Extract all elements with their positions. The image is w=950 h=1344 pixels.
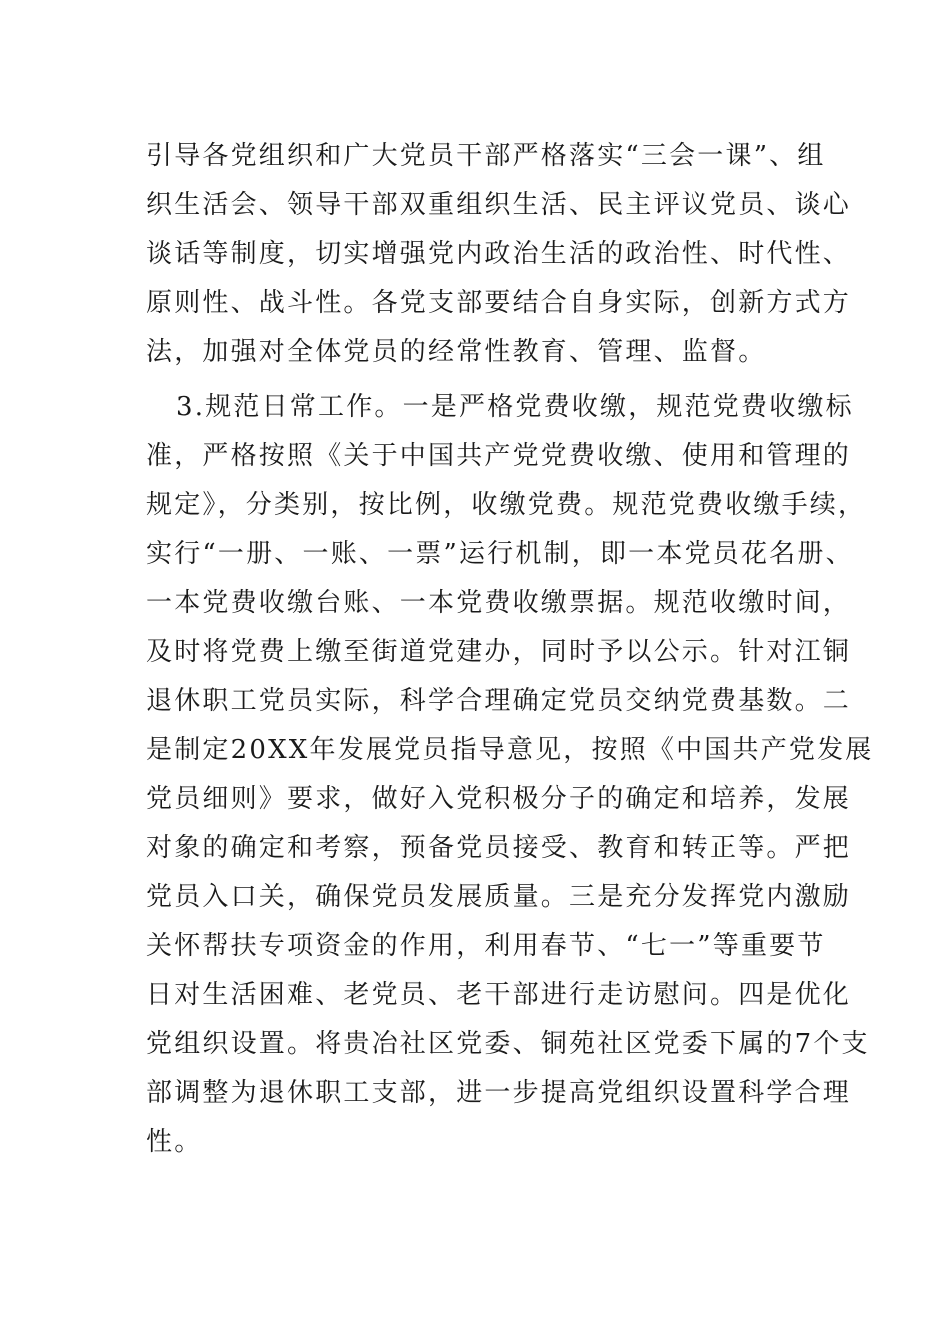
text-line: 谈话等制度，切实增强党内政治生活的政治性、时代性、	[146, 239, 852, 269]
paragraph-1	[146, 132, 852, 377]
text-line: 党员细则》要求，做好入党积极分子的确定和培养，发展	[146, 784, 852, 814]
text-line: 原则性、战斗性。各党支部要结合自身实际，创新方式方	[146, 288, 852, 318]
paragraph-2	[146, 383, 874, 1167]
text-line: 党组织设置。将贵冶社区党委、铜苑社区党委下属的7个支	[146, 1029, 870, 1059]
text-line: 法，加强对全体党员的经常性教育、管理、监督。	[146, 337, 767, 367]
text-line: 对象的确定和考察，预备党员接受、教育和转正等。严把	[146, 833, 852, 863]
text-line: 3.规范日常工作。一是严格党费收缴，规范党费收缴标	[176, 392, 854, 422]
text-line: 党员入口关，确保党员发展质量。三是充分发挥党内激励	[146, 882, 852, 912]
document-body	[146, 132, 874, 1167]
text-line: 性。	[146, 1127, 203, 1157]
text-line: 织生活会、领导干部双重组织生活、民主评议党员、谈心	[146, 190, 852, 220]
text-line: 退休职工党员实际，科学合理确定党员交纳党费基数。二	[146, 686, 852, 716]
text-line: 准，严格按照《关于中国共产党党费收缴、使用和管理的	[146, 441, 852, 471]
text-line: 规定》，分类别，按比例，收缴党费。规范党费收缴手续，	[146, 490, 867, 520]
text-line: 一本党费收缴台账、一本党费收缴票据。规范收缴时间，	[146, 588, 852, 618]
text-line: 部调整为退休职工支部，进一步提高党组织设置科学合理	[146, 1078, 852, 1108]
text-line: 实行“一册、一账、一票”运行机制，即一本党员花名册、	[146, 539, 854, 569]
text-line: 引导各党组织和广大党员干部严格落实“三会一课”、组	[146, 141, 826, 171]
text-line: 是制定20XX年发展党员指导意见，按照《中国共产党发展	[146, 735, 874, 765]
text-line: 关怀帮扶专项资金的作用，利用春节、“七一”等重要节	[146, 931, 826, 961]
text-line: 及时将党费上缴至街道党建办，同时予以公示。针对江铜	[146, 637, 852, 667]
text-line: 日对生活困难、老党员、老干部进行走访慰问。四是优化	[146, 980, 852, 1010]
